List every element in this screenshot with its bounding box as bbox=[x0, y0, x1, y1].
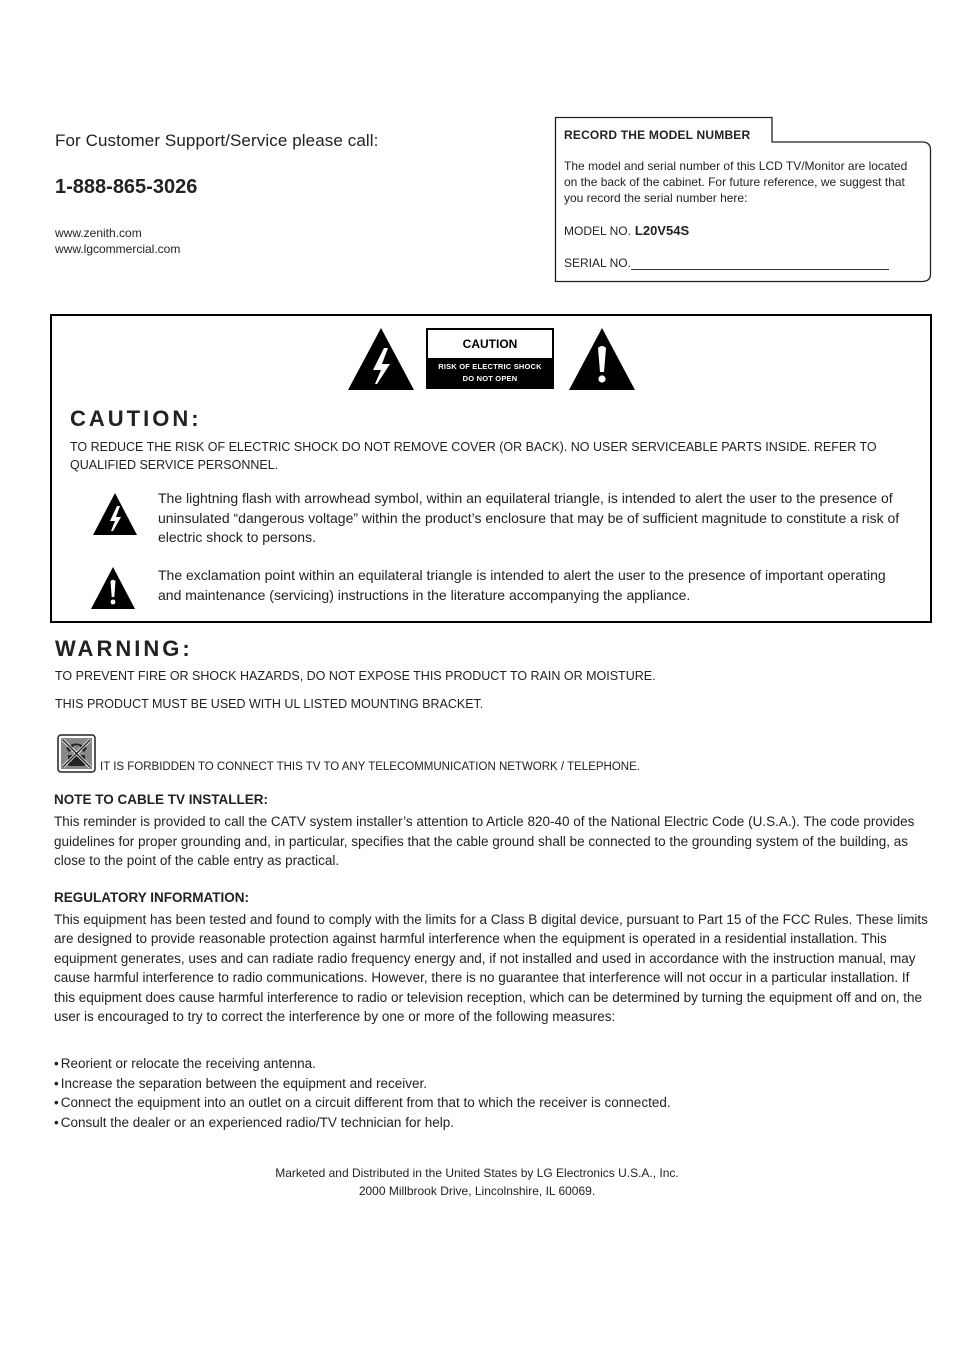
caution-box bbox=[50, 314, 932, 623]
telecom-warning-text: IT IS FORBIDDEN TO CONNECT THIS TV TO ANY TELECOMMUNICATION NETWORK / TELEPHONE. bbox=[100, 761, 640, 773]
warning-line-1: TO PREVENT FIRE OR SHOCK HAZARDS, DO NOT EXPOSE THIS PRODUCT TO RAIN OR MOISTURE. bbox=[55, 669, 656, 683]
lightning-symbol-explanation: The lightning flash with arrowhead symbol, within an equilateral triangle, is intended to alert the user to the presence of uninsulated “dangerous voltage” within the product’s enclosure that may be of sufficient magnitude to constitute a risk of electric shock to persons. bbox=[158, 490, 900, 545]
list-item: • Connect the equipment into an outlet on a circuit different from that to which the receiver is connected. bbox=[54, 1093, 934, 1113]
caution-label bbox=[426, 328, 554, 389]
serial-number-line bbox=[564, 256, 889, 270]
record-title: RECORD THE MODEL NUMBER bbox=[564, 128, 751, 142]
exclamation-symbol-explanation: The exclamation point within an equilateral triangle is intended to alert the user to the presence of important operating and maintenance (servicing) instructions in the literature accompanying the appliance. bbox=[158, 567, 886, 603]
regulatory-measures-list bbox=[54, 1054, 934, 1132]
list-item: • Reorient or relocate the receiving antenna. bbox=[54, 1054, 934, 1074]
caution-text: TO REDUCE THE RISK OF ELECTRIC SHOCK DO NOT REMOVE COVER (OR BACK). NO USER SERVICEABLE PARTS INSIDE. REFER TO QUALIFIED SERVICE PERSONNEL. bbox=[70, 440, 877, 472]
cable-installer-heading: NOTE TO CABLE TV INSTALLER: bbox=[54, 792, 268, 807]
warning-heading: WARNING: bbox=[55, 636, 193, 661]
caution-label-line1: RISK OF ELECTRIC SHOCK bbox=[438, 362, 542, 371]
model-label: MODEL NO. bbox=[564, 224, 631, 238]
support-phone-number: 1-888-865-3026 bbox=[55, 176, 198, 198]
lightning-triangle-small-icon bbox=[92, 492, 138, 536]
lightning-triangle-icon bbox=[346, 326, 416, 392]
list-item: • Increase the separation between the equipment and receiver. bbox=[54, 1074, 934, 1094]
footer-distributor: Marketed and Distributed in the United States by LG Electronics U.S.A., Inc. bbox=[275, 1166, 679, 1180]
exclamation-triangle-small-icon bbox=[90, 566, 136, 610]
website-zenith[interactable]: www.zenith.com bbox=[55, 226, 142, 240]
record-description: The model and serial number of this LCD TV/Monitor are located on the back of the cabinet. For future reference, we suggest that you record the serial number here: bbox=[564, 159, 908, 205]
caution-label-line2: DO NOT OPEN bbox=[462, 374, 518, 383]
support-label: For Customer Support/Service please call: bbox=[55, 131, 379, 150]
caution-heading: CAUTION: bbox=[70, 406, 202, 431]
footer-address: 2000 Millbrook Drive, Lincolnshire, IL 60069. bbox=[358, 1184, 596, 1198]
list-item: • Consult the dealer or an experienced radio/TV technician for help. bbox=[54, 1113, 934, 1133]
warning-line-2: THIS PRODUCT MUST BE USED WITH UL LISTED MOUNTING BRACKET. bbox=[55, 697, 484, 711]
record-model-box bbox=[554, 116, 932, 283]
regulatory-text: This equipment has been tested and found to comply with the limits for a Class B digital device, pursuant to Part 15 of the FCC Rules. These limits are designed to provide reasonable protection against harmful interference when the equipment is operated in a residential installation. This equipment generates, uses and can radiate radio frequency energy and, if not installed and used in accordance with the instruction manual, may cause harmful interference to radio communications. However, there is no guarantee that interference will not occur in a particular installation. If this equipment does cause harmful interference to radio or television reception, which can be determined by turning the equipment off and on, the user is encouraged to try to correct the interference by one or more of the following measures: bbox=[54, 912, 928, 1025]
exclamation-triangle-icon bbox=[567, 326, 637, 392]
regulatory-heading: REGULATORY INFORMATION: bbox=[54, 890, 249, 905]
caution-label-title: CAUTION bbox=[428, 330, 552, 358]
model-value: L20V54S bbox=[634, 223, 690, 238]
serial-label: SERIAL NO. bbox=[564, 256, 631, 270]
model-number-line bbox=[564, 223, 689, 238]
serial-number-field bbox=[631, 258, 889, 270]
cable-installer-text: This reminder is provided to call the CATV system installer’s attention to Article 820-40 of the National Electric Code (U.S.A.). The code provides guidelines for proper grounding and, in particular, specifies that the cable ground shall be connected to the grounding system of the building, as close to the point of the cable entry as practical. bbox=[54, 814, 915, 868]
website-lgcommercial[interactable]: www.lgcommercial.com bbox=[55, 242, 181, 256]
no-telephone-icon bbox=[57, 734, 97, 774]
